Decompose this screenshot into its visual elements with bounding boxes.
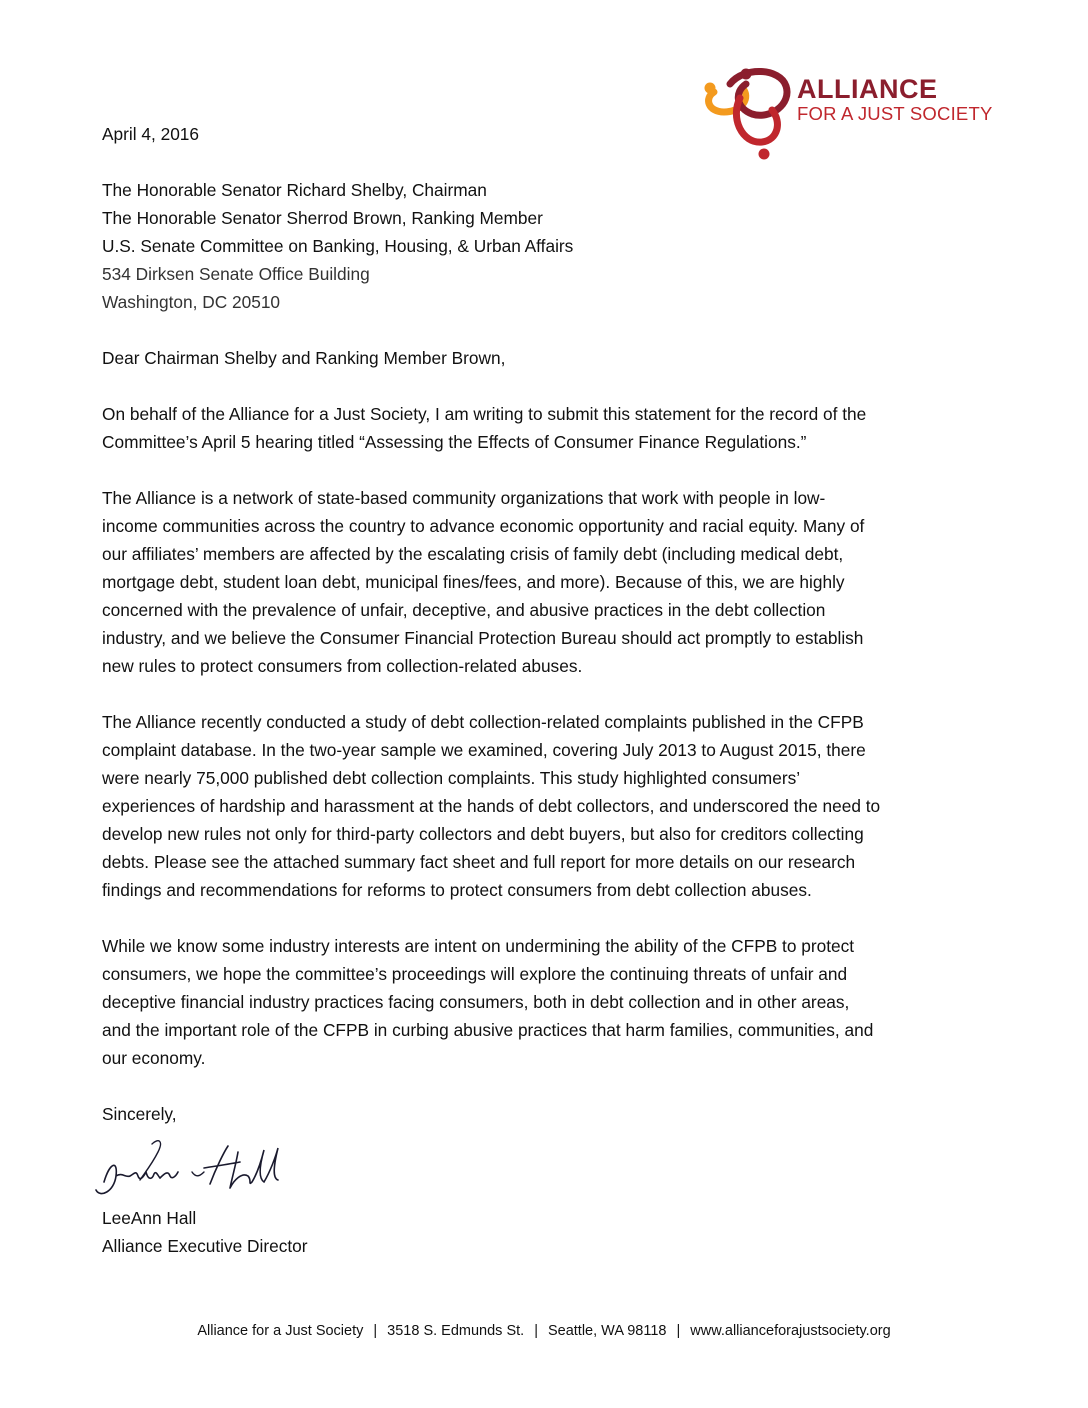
alliance-logo-text	[797, 76, 993, 124]
paragraph-line: income communities across the country to advance economic opportunity and racial equity. Many of	[102, 516, 865, 536]
paragraph-line: develop new rules not only for third-party collectors and debt buyers, but also for creditors collecting	[102, 824, 864, 844]
paragraph-line: our affiliates’ members are affected by the escalating crisis of family debt (including medical debt,	[102, 544, 844, 564]
letter-date	[102, 120, 992, 148]
paragraph-line: experiences of hardship and harassment at the hands of debt collectors, and underscored the need to	[102, 796, 881, 816]
paragraph-line: industry, and we believe the Consumer Financial Protection Bureau should act promptly to establish	[102, 628, 864, 648]
recipient-line: U.S. Senate Committee on Banking, Housing, & Urban Affairs	[102, 236, 574, 256]
paragraph-1	[102, 400, 992, 456]
paragraph-line: The Alliance recently conducted a study of debt collection-related complaints published in the CFPB	[102, 712, 864, 732]
paragraph-line: were nearly 75,000 published debt collection complaints. This study highlighted consumers’	[102, 768, 801, 788]
footer-website-link[interactable]: www.allianceforajustsociety.org	[690, 1323, 891, 1339]
paragraph-line: The Alliance is a network of state-based community organizations that work with people in low-	[102, 488, 826, 508]
closing-block	[102, 1100, 992, 1260]
recipient-line: 534 Dirksen Senate Office Building	[102, 264, 370, 284]
paragraph-line: While we know some industry interests are intent on undermining the ability of the CFPB to protect	[102, 936, 855, 956]
logo-name-line2: FOR A JUST SOCIETY	[797, 103, 993, 124]
paragraph-line: On behalf of the Alliance for a Just Society, I am writing to submit this statement for the record of the	[102, 404, 867, 424]
recipient-line: The Honorable Senator Richard Shelby, Chairman	[102, 180, 487, 200]
paragraph-4	[102, 932, 992, 1072]
closing-text: Sincerely,	[102, 1104, 177, 1124]
paragraph-line: mortgage debt, student loan debt, municipal fines/fees, and more). Because of this, we are highly	[102, 572, 845, 592]
salutation-text: Dear Chairman Shelby and Ranking Member Brown,	[102, 348, 506, 368]
date-text: April 4, 2016	[102, 124, 200, 144]
footer-separator: |	[373, 1323, 378, 1339]
paragraph-line: deceptive financial industry practices facing consumers, both in debt collection and in other areas,	[102, 992, 850, 1012]
letter-body	[102, 120, 992, 1260]
footer-organization: Alliance for a Just Society	[197, 1323, 364, 1339]
logo-name-line1: ALLIANCE	[797, 74, 938, 104]
paragraph-line: and the important role of the CFPB in curbing abusive practices that harm families, communities, and	[102, 1020, 874, 1040]
paragraph-line: findings and recommendations for reforms to protect consumers from debt collection abuses.	[102, 880, 812, 900]
salutation	[102, 344, 992, 372]
paragraph-2	[102, 484, 992, 680]
recipient-line: The Honorable Senator Sherrod Brown, Ranking Member	[102, 208, 543, 228]
footer-separator: |	[534, 1323, 538, 1339]
paragraph-line: Committee’s April 5 hearing titled “Assessing the Effects of Consumer Finance Regulations.”	[102, 432, 807, 452]
paragraph-line: complaint database. In the two-year sample we examined, covering July 2013 to August 2015, there	[102, 740, 866, 760]
recipient-address-block	[102, 176, 992, 316]
signer-title: Alliance Executive Director	[102, 1236, 308, 1256]
paragraph-line: concerned with the prevalence of unfair, deceptive, and abusive practices in the debt collection	[102, 600, 826, 620]
letter-footer	[0, 1323, 1088, 1339]
paragraph-line: debts. Please see the attached summary fact sheet and full report for more details on our research	[102, 852, 856, 872]
footer-city: Seattle, WA 98118	[547, 1323, 667, 1339]
footer-address: 3518 S. Edmunds St.	[387, 1323, 525, 1339]
paragraph-line: our economy.	[102, 1048, 206, 1068]
footer-separator: |	[676, 1323, 681, 1339]
recipient-line: Washington, DC 20510	[102, 292, 281, 312]
paragraph-3	[102, 708, 992, 904]
handwritten-signature-icon	[92, 1132, 292, 1204]
paragraph-line: new rules to protect consumers from collection-related abuses.	[102, 656, 583, 676]
paragraph-line: consumers, we hope the committee’s proceedings will explore the continuing threats of unfair and	[102, 964, 848, 984]
signer-name: LeeAnn Hall	[102, 1208, 197, 1228]
